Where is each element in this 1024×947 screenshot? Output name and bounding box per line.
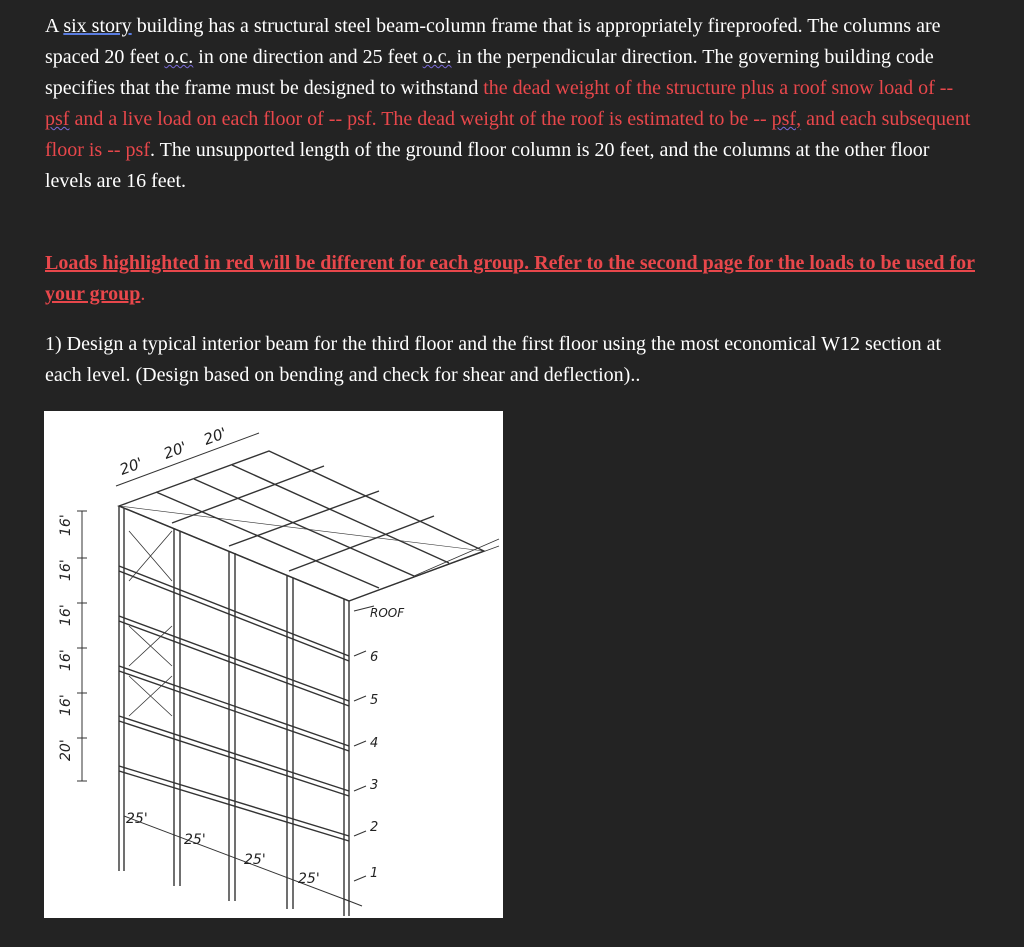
story-height-label: 20' [58,739,74,761]
bottom-span-label: 25' [244,852,266,868]
floor-label-roof: ROOF [370,606,405,620]
question-1: 1) Design a typical interior beam for the third floor and the first floor using the most economical W12 section at each level. (Design based on bending and check for shear and deflection).. [45,333,942,386]
floor-label: 3 [370,778,379,793]
psf-unit-1: psf [45,108,70,130]
six-story-text: six story [63,15,132,37]
floor-label: 4 [370,736,379,751]
building-frame-figure [44,411,503,918]
bottom-span-label: 25' [126,811,148,827]
story-height-label: 16' [58,649,74,671]
story-height-label: 16' [58,604,74,626]
oc-abbrev-1: o.c. [164,46,194,68]
top-span-label: 20' [161,437,190,463]
group-load-note: Loads highlighted in red will be different for each group. Refer to the second page for the loads to be used for your group. [45,252,975,305]
bottom-span-label: 25' [184,832,206,848]
oc-abbrev-2: o.c. [422,46,452,68]
top-span-label: 20' [201,423,230,449]
frame-sketch [44,411,503,918]
floor-label: 2 [370,820,379,835]
red-load-text-3: and each subsequent floor is -- psf [45,108,971,161]
top-span-label: 20' [117,453,146,479]
floor-label: 5 [370,693,379,708]
story-height-label: 16' [58,559,74,581]
floor-label: 1 [370,866,379,881]
story-height-label: 16' [58,514,74,536]
bottom-span-label: 25' [298,871,320,887]
story-height-label: 16' [58,694,74,716]
red-load-text-2: and a live load on each floor of -- psf. The dead weight of the roof is estimated to be -- [69,108,772,130]
psf-unit-2: psf, [771,108,802,130]
floor-label: 6 [370,650,379,665]
red-load-text-1: the dead weight of the structure plus a roof snow load of -- [483,77,954,99]
problem-statement: A six story building has a structural steel beam-column frame that is appropriately fireproofed. The columns are spaced 20 feet o.c. in one direction and 25 feet o.c. in the perpendicular direction. The governing building code specifies that the frame must be designed to withstand the dead weight of the structure plus a roof snow load of -- psf and a live load on each floor of -- psf. The dead weight of the roof is estimated to be -- psf, and each subsequent floor is -- psf. The unsupported length of the ground floor column is 20 feet, and the columns at the other floor levels are 16 feet. [45,15,971,192]
note-text: Loads highlighted in red will be different for each group. Refer to the second page for the loads to be used for your group [45,252,975,305]
